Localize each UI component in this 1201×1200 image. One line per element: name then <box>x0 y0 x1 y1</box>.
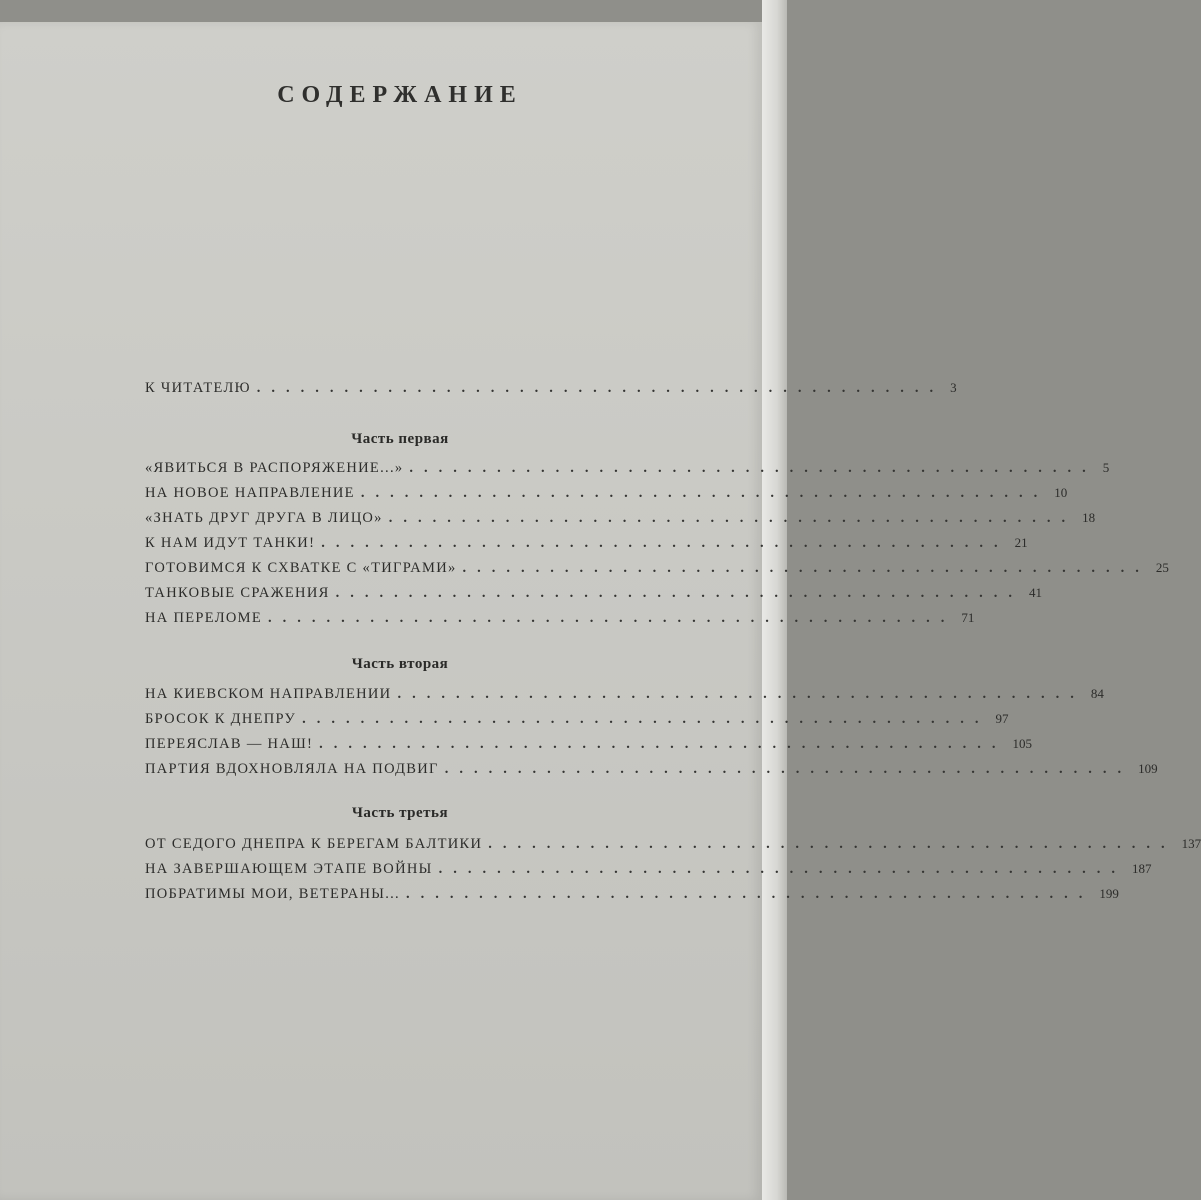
toc-entry-title: БРОСОК К ДНЕПРУ <box>145 711 297 727</box>
leader-dots: ............................................... <box>409 460 1097 476</box>
toc-entry <box>145 560 1169 582</box>
part-heading: Часть вторая <box>351 656 449 672</box>
toc-entry-page: 109 <box>1138 761 1158 776</box>
leader-dots: ............................................... <box>388 510 1077 526</box>
toc-entry-page: 84 <box>1090 686 1104 701</box>
toc-entry-title: НА ПЕРЕЛОМЕ <box>145 610 262 626</box>
toc-entry-title: ОТ СЕДОГО ДНЕПРА К БЕРЕГАМ БАЛТИКИ <box>145 836 483 852</box>
leader-dots: ............................................... <box>321 535 1009 551</box>
toc-entry <box>145 610 975 632</box>
toc-entry-title: ПАРТИЯ ВДОХНОВЛЯЛА НА ПОДВИГ <box>145 761 439 777</box>
toc-entry <box>145 886 1119 908</box>
toc-entry-title: ТАНКОВЫЕ СРАЖЕНИЯ <box>145 585 330 601</box>
toc-entry <box>145 535 1028 557</box>
toc-entry-title: ПОБРАТИМЫ МОИ, ВЕТЕРАНЫ... <box>145 886 400 902</box>
page-title: СОДЕРЖАНИЕ <box>277 82 523 108</box>
toc-entry <box>145 861 1152 883</box>
toc-entry-page: 21 <box>1014 535 1028 550</box>
leader-dots: ............................................... <box>302 711 990 727</box>
toc-entry <box>145 761 1158 783</box>
toc-entry-page: 18 <box>1082 510 1096 525</box>
toc-entry <box>145 711 1009 733</box>
toc-entry <box>145 460 1110 482</box>
toc-entry-title: НА НОВОЕ НАПРАВЛЕНИЕ <box>145 485 355 501</box>
toc-entry-page: 25 <box>1155 560 1169 575</box>
toc-entry-page: 187 <box>1131 861 1152 876</box>
toc-entry-page: 5 <box>1102 460 1110 475</box>
toc-entry-page: 105 <box>1012 736 1033 751</box>
toc-entry <box>145 736 1033 758</box>
toc-entry-title: «ЯВИТЬСЯ В РАСПОРЯЖЕНИЕ...» <box>145 460 404 476</box>
leader-dots: ............................................... <box>335 585 1023 601</box>
toc-entry-page: 71 <box>961 610 975 625</box>
toc-entry <box>145 686 1104 708</box>
toc-entry-title: НА КИЕВСКОМ НАПРАВЛЕНИИ <box>145 686 392 702</box>
leader-dots: ............................................... <box>319 736 1007 752</box>
leader-dots: ............................................... <box>438 861 1126 877</box>
part-heading: Часть первая <box>351 431 449 447</box>
toc-entry-title: К ЧИТАТЕЛЮ <box>145 380 251 396</box>
toc-entry-page: 97 <box>995 711 1009 726</box>
leader-dots: ............................................... <box>360 485 1049 501</box>
toc-entry <box>145 380 957 402</box>
leader-dots: ............................................... <box>462 560 1150 576</box>
toc-entry-page: 3 <box>950 380 957 395</box>
toc-entry-title: «ЗНАТЬ ДРУГ ДРУГА В ЛИЦО» <box>145 510 383 526</box>
toc-entry <box>145 836 1201 858</box>
leader-dots: ............................................... <box>405 886 1094 902</box>
toc-entry-title: ПЕРЕЯСЛАВ — НАШ! <box>145 736 314 752</box>
toc-entry-page: 137 <box>1181 836 1201 851</box>
leader-dots: ............................................... <box>267 610 956 626</box>
leader-dots: ............................................... <box>444 761 1133 777</box>
toc-entry-page: 10 <box>1054 485 1068 500</box>
toc-entry-page: 41 <box>1028 585 1042 600</box>
toc-entry-title: НА ЗАВЕРШАЮЩЕМ ЭТАПЕ ВОЙНЫ <box>145 861 433 877</box>
toc-entry-page: 199 <box>1099 886 1119 901</box>
toc-entry <box>145 510 1096 532</box>
leader-dots: ............................................... <box>488 836 1176 852</box>
leader-dots: ............................................... <box>397 686 1085 702</box>
toc-entry <box>145 485 1068 507</box>
toc-entry-title: ГОТОВИМСЯ К СХВАТКЕ С «ТИГРАМИ» <box>145 560 457 576</box>
toc-entry-title: К НАМ ИДУТ ТАНКИ! <box>145 535 316 551</box>
part-heading: Часть третья <box>351 805 449 821</box>
leader-dots: ............................................... <box>256 380 945 396</box>
toc-entry <box>145 585 1042 607</box>
